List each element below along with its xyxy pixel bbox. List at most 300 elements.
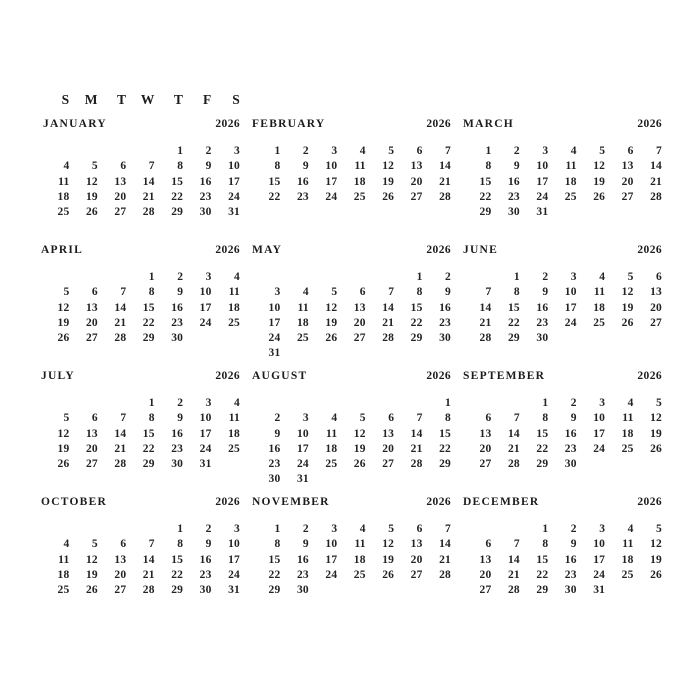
day-cell[interactable]: 28 [114, 332, 127, 345]
day-cell[interactable]: 16 [268, 442, 281, 455]
day-cell[interactable]: 10 [325, 160, 338, 173]
day-cell[interactable]: 25 [353, 190, 366, 203]
day-cell[interactable]: 7 [485, 286, 492, 299]
day-cell[interactable]: 1 [148, 397, 155, 409]
day-cell[interactable]: 10 [199, 286, 212, 299]
day-cell[interactable]: 1 [274, 145, 281, 157]
day-cell[interactable]: 25 [564, 190, 577, 203]
day-cell[interactable]: 21 [142, 190, 155, 203]
day-cell[interactable]: 2 [205, 523, 212, 535]
day-cell[interactable]: 28 [114, 458, 127, 471]
day-cell[interactable]: 31 [296, 473, 309, 486]
day-cell[interactable]: 29 [142, 332, 155, 345]
day-cell[interactable]: 22 [507, 316, 520, 329]
day-cell[interactable]: 8 [148, 286, 155, 299]
day-cell[interactable]: 7 [513, 538, 520, 551]
day-cell[interactable]: 14 [382, 301, 395, 314]
day-cell[interactable]: 13 [85, 301, 98, 314]
day-cell[interactable]: 25 [57, 206, 70, 219]
day-cell[interactable]: 12 [325, 301, 338, 314]
day-cell[interactable]: 2 [302, 145, 309, 157]
day-cell[interactable]: 22 [410, 316, 423, 329]
day-cell[interactable]: 31 [593, 584, 606, 597]
day-cell[interactable]: 10 [536, 160, 549, 173]
day-cell[interactable]: 7 [656, 145, 662, 157]
day-cell[interactable]: 8 [542, 538, 549, 551]
day-cell[interactable]: 23 [536, 316, 549, 329]
day-cell[interactable]: 28 [507, 584, 520, 597]
day-cell[interactable]: 30 [171, 332, 184, 345]
day-cell[interactable]: 22 [142, 442, 155, 455]
day-cell[interactable]: 24 [325, 190, 338, 203]
day-cell[interactable]: 20 [621, 175, 634, 188]
day-cell[interactable]: 16 [199, 175, 212, 188]
day-cell[interactable]: 12 [85, 175, 98, 188]
day-cell[interactable]: 9 [205, 538, 212, 551]
day-cell[interactable]: 15 [142, 427, 155, 440]
day-cell[interactable]: 5 [627, 271, 634, 283]
day-cell[interactable]: 8 [177, 160, 184, 173]
day-cell[interactable]: 1 [445, 397, 451, 409]
day-cell[interactable]: 9 [302, 538, 309, 551]
day-cell[interactable]: 11 [58, 175, 70, 188]
day-cell[interactable]: 19 [85, 568, 98, 581]
day-cell[interactable]: 13 [85, 427, 98, 440]
day-cell[interactable]: 4 [599, 271, 606, 283]
day-cell[interactable]: 1 [542, 397, 549, 409]
day-cell[interactable]: 17 [296, 442, 309, 455]
day-cell[interactable]: 20 [114, 190, 127, 203]
day-cell[interactable]: 7 [445, 523, 451, 535]
day-cell[interactable]: 17 [228, 553, 240, 566]
day-cell[interactable]: 27 [479, 458, 492, 471]
day-cell[interactable]: 16 [171, 301, 184, 314]
day-cell[interactable]: 23 [439, 316, 451, 329]
day-cell[interactable]: 26 [85, 584, 98, 597]
day-cell[interactable]: 15 [142, 301, 155, 314]
day-cell[interactable]: 9 [177, 286, 184, 299]
day-cell[interactable]: 6 [485, 412, 492, 425]
day-cell[interactable]: 24 [325, 568, 338, 581]
day-cell[interactable]: 12 [650, 412, 662, 425]
day-cell[interactable]: 5 [656, 523, 662, 535]
day-cell[interactable]: 20 [85, 316, 98, 329]
day-cell[interactable]: 12 [57, 427, 70, 440]
day-cell[interactable]: 31 [199, 458, 212, 471]
day-cell[interactable]: 1 [177, 145, 184, 157]
day-cell[interactable]: 4 [234, 271, 240, 283]
day-cell[interactable]: 6 [416, 145, 423, 157]
day-cell[interactable]: 8 [485, 160, 492, 173]
day-cell[interactable]: 4 [627, 397, 634, 409]
day-cell[interactable]: 14 [507, 427, 520, 440]
day-cell[interactable]: 4 [63, 160, 70, 173]
day-cell[interactable]: 10 [564, 286, 577, 299]
day-cell[interactable]: 26 [353, 458, 366, 471]
day-cell[interactable]: 3 [302, 412, 309, 425]
day-cell[interactable]: 30 [296, 584, 309, 597]
day-cell[interactable]: 28 [142, 584, 155, 597]
day-cell[interactable]: 24 [564, 316, 577, 329]
day-cell[interactable]: 3 [542, 145, 549, 157]
day-cell[interactable]: 10 [593, 412, 606, 425]
day-cell[interactable]: 5 [91, 160, 98, 173]
day-cell[interactable]: 11 [228, 412, 240, 425]
day-cell[interactable]: 13 [479, 427, 492, 440]
day-cell[interactable]: 3 [331, 523, 338, 535]
day-cell[interactable]: 18 [564, 175, 577, 188]
day-cell[interactable]: 30 [536, 332, 549, 345]
day-cell[interactable]: 8 [513, 286, 520, 299]
day-cell[interactable]: 5 [388, 523, 395, 535]
day-cell[interactable]: 17 [536, 175, 549, 188]
day-cell[interactable]: 21 [439, 553, 451, 566]
day-cell[interactable]: 17 [325, 553, 338, 566]
day-cell[interactable]: 17 [325, 175, 338, 188]
day-cell[interactable]: 17 [199, 427, 212, 440]
day-cell[interactable]: 9 [542, 286, 549, 299]
day-cell[interactable]: 5 [91, 538, 98, 551]
day-cell[interactable]: 4 [359, 523, 366, 535]
day-cell[interactable]: 12 [382, 160, 395, 173]
day-cell[interactable]: 3 [599, 523, 606, 535]
day-cell[interactable]: 30 [564, 458, 577, 471]
day-cell[interactable]: 4 [331, 412, 338, 425]
day-cell[interactable]: 30 [199, 206, 212, 219]
day-cell[interactable]: 4 [63, 538, 70, 551]
day-cell[interactable]: 30 [564, 584, 577, 597]
day-cell[interactable]: 14 [439, 160, 451, 173]
day-cell[interactable]: 17 [593, 427, 606, 440]
day-cell[interactable]: 27 [479, 584, 492, 597]
day-cell[interactable]: 30 [199, 584, 212, 597]
day-cell[interactable]: 11 [58, 553, 70, 566]
day-cell[interactable]: 3 [570, 271, 577, 283]
day-cell[interactable]: 19 [57, 316, 70, 329]
day-cell[interactable]: 18 [621, 553, 634, 566]
day-cell[interactable]: 26 [593, 190, 606, 203]
day-cell[interactable]: 30 [268, 473, 281, 486]
day-cell[interactable]: 29 [479, 206, 492, 219]
day-cell[interactable]: 8 [274, 160, 281, 173]
day-cell[interactable]: 9 [445, 286, 451, 299]
day-cell[interactable]: 15 [507, 301, 520, 314]
day-cell[interactable]: 11 [593, 286, 606, 299]
day-cell[interactable]: 14 [114, 301, 127, 314]
day-cell[interactable]: 17 [199, 301, 212, 314]
day-cell[interactable]: 8 [274, 538, 281, 551]
day-cell[interactable]: 21 [507, 442, 520, 455]
day-cell[interactable]: 11 [622, 538, 634, 551]
day-cell[interactable]: 4 [359, 145, 366, 157]
day-cell[interactable]: 1 [274, 523, 281, 535]
day-cell[interactable]: 25 [593, 316, 606, 329]
day-cell[interactable]: 23 [507, 190, 520, 203]
day-cell[interactable]: 13 [410, 160, 423, 173]
day-cell[interactable]: 29 [410, 332, 423, 345]
day-cell[interactable]: 21 [142, 568, 155, 581]
day-cell[interactable]: 29 [142, 458, 155, 471]
day-cell[interactable]: 22 [536, 442, 549, 455]
day-cell[interactable]: 21 [650, 175, 662, 188]
day-cell[interactable]: 16 [564, 427, 577, 440]
day-cell[interactable]: 9 [570, 412, 577, 425]
day-cell[interactable]: 6 [91, 286, 98, 299]
day-cell[interactable]: 21 [479, 316, 492, 329]
day-cell[interactable]: 12 [593, 160, 606, 173]
day-cell[interactable]: 6 [656, 271, 662, 283]
day-cell[interactable]: 10 [199, 412, 212, 425]
day-cell[interactable]: 19 [650, 427, 662, 440]
day-cell[interactable]: 2 [302, 523, 309, 535]
day-cell[interactable]: 20 [479, 568, 492, 581]
day-cell[interactable]: 12 [85, 553, 98, 566]
day-cell[interactable]: 3 [274, 286, 281, 299]
day-cell[interactable]: 26 [621, 316, 634, 329]
day-cell[interactable]: 20 [650, 301, 662, 314]
day-cell[interactable]: 6 [388, 412, 395, 425]
day-cell[interactable]: 11 [228, 286, 240, 299]
day-cell[interactable]: 19 [57, 442, 70, 455]
day-cell[interactable]: 13 [382, 427, 395, 440]
day-cell[interactable]: 15 [268, 175, 281, 188]
day-cell[interactable]: 4 [302, 286, 309, 299]
day-cell[interactable]: 25 [296, 332, 309, 345]
day-cell[interactable]: 27 [410, 190, 423, 203]
day-cell[interactable]: 23 [564, 442, 577, 455]
day-cell[interactable]: 19 [85, 190, 98, 203]
day-cell[interactable]: 11 [326, 427, 338, 440]
day-cell[interactable]: 28 [439, 568, 451, 581]
day-cell[interactable]: 25 [621, 442, 634, 455]
day-cell[interactable]: 18 [228, 301, 240, 314]
day-cell[interactable]: 13 [650, 286, 662, 299]
day-cell[interactable]: 8 [416, 286, 423, 299]
day-cell[interactable]: 7 [148, 538, 155, 551]
day-cell[interactable]: 29 [536, 584, 549, 597]
day-cell[interactable]: 15 [268, 553, 281, 566]
day-cell[interactable]: 22 [268, 568, 281, 581]
day-cell[interactable]: 14 [507, 553, 520, 566]
day-cell[interactable]: 13 [114, 175, 127, 188]
day-cell[interactable]: 25 [57, 584, 70, 597]
day-cell[interactable]: 22 [536, 568, 549, 581]
day-cell[interactable]: 13 [479, 553, 492, 566]
day-cell[interactable]: 12 [621, 286, 634, 299]
day-cell[interactable]: 7 [120, 286, 127, 299]
day-cell[interactable]: 21 [382, 316, 395, 329]
day-cell[interactable]: 25 [228, 442, 240, 455]
day-cell[interactable]: 28 [439, 190, 451, 203]
day-cell[interactable]: 26 [650, 442, 662, 455]
day-cell[interactable]: 18 [353, 553, 366, 566]
day-cell[interactable]: 24 [228, 568, 240, 581]
day-cell[interactable]: 20 [410, 553, 423, 566]
day-cell[interactable]: 16 [564, 553, 577, 566]
day-cell[interactable]: 28 [507, 458, 520, 471]
day-cell[interactable]: 12 [353, 427, 366, 440]
day-cell[interactable]: 2 [177, 397, 184, 409]
day-cell[interactable]: 16 [199, 553, 212, 566]
day-cell[interactable]: 22 [171, 568, 184, 581]
day-cell[interactable]: 11 [354, 160, 366, 173]
day-cell[interactable]: 13 [353, 301, 366, 314]
day-cell[interactable]: 22 [171, 190, 184, 203]
day-cell[interactable]: 18 [593, 301, 606, 314]
day-cell[interactable]: 28 [410, 458, 423, 471]
day-cell[interactable]: 3 [331, 145, 338, 157]
day-cell[interactable]: 14 [479, 301, 492, 314]
day-cell[interactable]: 24 [593, 568, 606, 581]
day-cell[interactable]: 5 [599, 145, 606, 157]
day-cell[interactable]: 10 [268, 301, 281, 314]
day-cell[interactable]: 28 [382, 332, 395, 345]
day-cell[interactable]: 22 [439, 442, 451, 455]
day-cell[interactable]: 16 [296, 553, 309, 566]
day-cell[interactable]: 7 [445, 145, 451, 157]
day-cell[interactable]: 7 [513, 412, 520, 425]
day-cell[interactable]: 19 [650, 553, 662, 566]
day-cell[interactable]: 2 [177, 271, 184, 283]
day-cell[interactable]: 9 [302, 160, 309, 173]
day-cell[interactable]: 13 [410, 538, 423, 551]
day-cell[interactable]: 6 [416, 523, 423, 535]
day-cell[interactable]: 9 [177, 412, 184, 425]
day-cell[interactable]: 31 [228, 584, 240, 597]
day-cell[interactable]: 27 [650, 316, 662, 329]
day-cell[interactable]: 23 [268, 458, 281, 471]
day-cell[interactable]: 6 [359, 286, 366, 299]
day-cell[interactable]: 20 [114, 568, 127, 581]
day-cell[interactable]: 26 [57, 458, 70, 471]
day-cell[interactable]: 14 [142, 553, 155, 566]
day-cell[interactable]: 24 [228, 190, 240, 203]
day-cell[interactable]: 27 [410, 568, 423, 581]
day-cell[interactable]: 2 [274, 412, 281, 425]
day-cell[interactable]: 21 [439, 175, 451, 188]
day-cell[interactable]: 1 [513, 271, 520, 283]
day-cell[interactable]: 9 [205, 160, 212, 173]
day-cell[interactable]: 26 [57, 332, 70, 345]
day-cell[interactable]: 22 [268, 190, 281, 203]
day-cell[interactable]: 2 [205, 145, 212, 157]
day-cell[interactable]: 25 [228, 316, 240, 329]
day-cell[interactable]: 24 [199, 442, 212, 455]
day-cell[interactable]: 5 [359, 412, 366, 425]
day-cell[interactable]: 8 [445, 412, 451, 425]
day-cell[interactable]: 19 [353, 442, 366, 455]
day-cell[interactable]: 15 [536, 553, 549, 566]
day-cell[interactable]: 14 [439, 538, 451, 551]
day-cell[interactable]: 24 [296, 458, 309, 471]
day-cell[interactable]: 2 [542, 271, 549, 283]
day-cell[interactable]: 1 [177, 523, 184, 535]
day-cell[interactable]: 3 [234, 145, 240, 157]
day-cell[interactable]: 21 [410, 442, 423, 455]
day-cell[interactable]: 1 [485, 145, 492, 157]
day-cell[interactable]: 10 [228, 538, 240, 551]
day-cell[interactable]: 15 [536, 427, 549, 440]
day-cell[interactable]: 31 [228, 206, 240, 219]
day-cell[interactable]: 14 [650, 160, 662, 173]
day-cell[interactable]: 8 [542, 412, 549, 425]
day-cell[interactable]: 30 [507, 206, 520, 219]
day-cell[interactable]: 20 [479, 442, 492, 455]
day-cell[interactable]: 27 [353, 332, 366, 345]
day-cell[interactable]: 14 [410, 427, 423, 440]
day-cell[interactable]: 6 [120, 160, 127, 173]
day-cell[interactable]: 24 [199, 316, 212, 329]
day-cell[interactable]: 27 [621, 190, 634, 203]
day-cell[interactable]: 25 [353, 568, 366, 581]
day-cell[interactable]: 9 [513, 160, 520, 173]
day-cell[interactable]: 23 [199, 568, 212, 581]
day-cell[interactable]: 23 [199, 190, 212, 203]
day-cell[interactable]: 16 [439, 301, 451, 314]
day-cell[interactable]: 3 [205, 397, 212, 409]
day-cell[interactable]: 24 [536, 190, 549, 203]
day-cell[interactable]: 16 [296, 175, 309, 188]
day-cell[interactable]: 31 [268, 347, 281, 360]
day-cell[interactable]: 26 [325, 332, 338, 345]
day-cell[interactable]: 18 [325, 442, 338, 455]
day-cell[interactable]: 1 [542, 523, 549, 535]
day-cell[interactable]: 21 [114, 442, 127, 455]
day-cell[interactable]: 28 [650, 190, 662, 203]
day-cell[interactable]: 4 [570, 145, 577, 157]
day-cell[interactable]: 27 [85, 332, 98, 345]
day-cell[interactable]: 5 [388, 145, 395, 157]
day-cell[interactable]: 24 [268, 332, 281, 345]
day-cell[interactable]: 17 [593, 553, 606, 566]
day-cell[interactable]: 5 [656, 397, 662, 409]
day-cell[interactable]: 22 [479, 190, 492, 203]
day-cell[interactable]: 13 [114, 553, 127, 566]
day-cell[interactable]: 21 [507, 568, 520, 581]
day-cell[interactable]: 4 [234, 397, 240, 409]
day-cell[interactable]: 24 [593, 442, 606, 455]
day-cell[interactable]: 5 [63, 412, 70, 425]
day-cell[interactable]: 17 [228, 175, 240, 188]
day-cell[interactable]: 6 [120, 538, 127, 551]
day-cell[interactable]: 11 [297, 301, 309, 314]
day-cell[interactable]: 29 [439, 458, 451, 471]
day-cell[interactable]: 2 [570, 523, 577, 535]
day-cell[interactable]: 27 [114, 584, 127, 597]
day-cell[interactable]: 15 [479, 175, 492, 188]
day-cell[interactable]: 27 [85, 458, 98, 471]
day-cell[interactable]: 28 [479, 332, 492, 345]
day-cell[interactable]: 15 [171, 175, 184, 188]
day-cell[interactable]: 18 [57, 568, 70, 581]
day-cell[interactable]: 17 [564, 301, 577, 314]
day-cell[interactable]: 20 [410, 175, 423, 188]
day-cell[interactable]: 20 [382, 442, 395, 455]
day-cell[interactable]: 30 [171, 458, 184, 471]
day-cell[interactable]: 27 [114, 206, 127, 219]
day-cell[interactable]: 13 [621, 160, 634, 173]
day-cell[interactable]: 9 [274, 427, 281, 440]
day-cell[interactable]: 19 [621, 301, 634, 314]
day-cell[interactable]: 2 [445, 271, 451, 283]
day-cell[interactable]: 3 [599, 397, 606, 409]
day-cell[interactable]: 8 [177, 538, 184, 551]
day-cell[interactable]: 16 [507, 175, 520, 188]
day-cell[interactable]: 29 [268, 584, 281, 597]
day-cell[interactable]: 4 [627, 523, 634, 535]
day-cell[interactable]: 14 [142, 175, 155, 188]
day-cell[interactable]: 29 [536, 458, 549, 471]
